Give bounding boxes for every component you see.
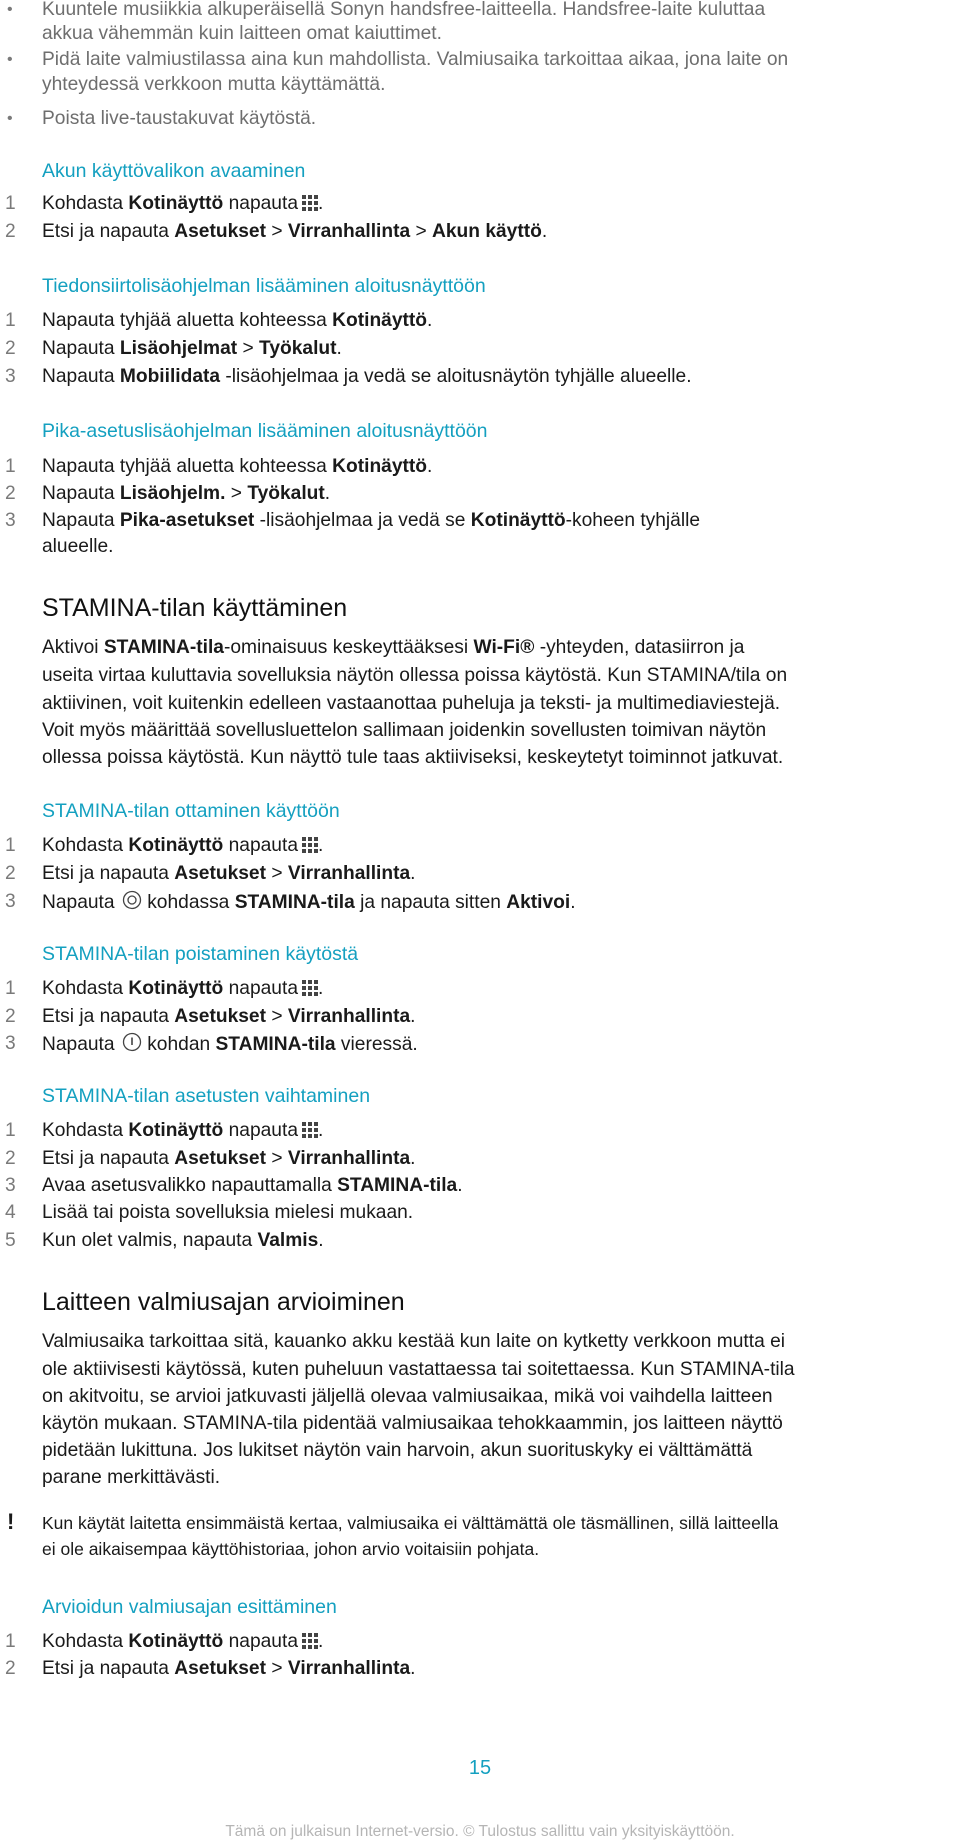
- ui-term: Asetukset: [174, 863, 266, 884]
- ui-term: Virranhallinta: [287, 221, 411, 242]
- text: .: [541, 221, 548, 242]
- ui-term: Kotinäyttö: [128, 1120, 224, 1141]
- ui-term: Kotinäyttö: [470, 510, 566, 531]
- step-number: 1: [5, 456, 16, 477]
- paragraph-line: aktiivinen, voit kuitenkin edelleen vastaanottaa puheluja ja teksti- ja multimediaviestejä.: [42, 693, 781, 714]
- step-number: 5: [5, 1230, 16, 1251]
- ui-term: Kotinäyttö: [128, 978, 224, 999]
- step-number: 1: [5, 193, 16, 214]
- warning-icon: !: [7, 1509, 15, 1534]
- text: kohdassa: [141, 892, 235, 913]
- text: Napauta tyhjää aluetta kohteessa: [42, 456, 333, 477]
- ui-term: Kotinäyttö: [128, 835, 224, 856]
- step-number: 2: [5, 1148, 16, 1169]
- paragraph-line: Voit myös määrittää sovellusluettelon sallimaan joidenkin sovellusten toimivan näytön: [42, 720, 767, 741]
- text: Kun olet valmis, napauta: [42, 1230, 258, 1251]
- text: Napauta: [42, 366, 120, 387]
- text: >: [266, 221, 288, 242]
- section-title: Arvioidun valmiusajan esittäminen: [42, 1596, 337, 1618]
- paragraph-line: useita virtaa kuluttavia sovelluksia näytön ollessa poissa käytöstä. Kun STAMINA/tila on: [42, 665, 788, 686]
- step-number: 2: [5, 221, 16, 242]
- text: .: [410, 1148, 416, 1169]
- step-text: [42, 309, 432, 333]
- step-number: 1: [5, 1631, 16, 1652]
- section-title: Pika-asetuslisäohjelman lisääminen aloitusnäyttöön: [42, 420, 488, 442]
- section-title: STAMINA-tilan ottaminen käyttöön: [42, 800, 340, 822]
- text: .: [410, 1658, 416, 1679]
- text: >: [266, 1148, 288, 1169]
- paragraph-line: on akitvoitu, se arvioi jatkuvasti jäljellä olevaa valmiusaikaa, mikä voi vaihdella laitteen: [42, 1386, 773, 1407]
- bullet: •: [7, 51, 13, 68]
- ui-term: Virranhallinta: [287, 1006, 411, 1027]
- ui-term: Lisäohjelm.: [119, 483, 226, 504]
- step-number: 3: [5, 891, 16, 912]
- text: napauta: [223, 835, 298, 856]
- note-text: Kun käytät laitetta ensimmäistä kertaa, valmiusaika ei välttämättä ole täsmällinen, sillä laitteella: [42, 1513, 779, 1533]
- step-text: [42, 1657, 416, 1681]
- ui-term: Virranhallinta: [287, 1658, 411, 1679]
- step-number: 2: [5, 1006, 16, 1027]
- step-number: 1: [5, 1120, 16, 1141]
- paragraph-line: [42, 636, 744, 660]
- bullet-text: yhteydessä verkkoon mutta käyttämättä.: [42, 74, 386, 95]
- step-number: 1: [5, 978, 16, 999]
- apps-grid-icon: [302, 979, 318, 1003]
- step-text: [42, 455, 432, 479]
- text: Etsi ja napauta: [42, 1658, 175, 1679]
- text: kohdan: [141, 1034, 216, 1055]
- step-number: 2: [5, 338, 16, 359]
- step-number: 1: [5, 835, 16, 856]
- step-text: [42, 482, 330, 506]
- ui-term: STAMINA-tila: [103, 637, 224, 658]
- ui-term: Aktivoi: [506, 892, 571, 913]
- text: Kohdasta: [42, 193, 129, 214]
- step-number: 2: [5, 1658, 16, 1679]
- page-number: 15: [468, 1757, 492, 1779]
- step-number: 3: [5, 1033, 16, 1054]
- text: >: [410, 221, 433, 242]
- paragraph-line: pidetään lukittuna. Jos lukitset näytön vain harvoin, akun suorituskyky ei välttämättä: [42, 1440, 753, 1461]
- step-text: alueelle.: [42, 536, 114, 557]
- text: .: [570, 892, 576, 913]
- text: .: [410, 863, 416, 884]
- text: >: [225, 483, 248, 504]
- step-text: [42, 890, 576, 917]
- section-heading: STAMINA-tilan käyttäminen: [42, 594, 348, 622]
- paragraph-line: ollessa poissa käytöstä. Kun näyttö tule taas aktiiviseksi, keskeytetyt toiminnot jatkuvat.: [42, 747, 784, 768]
- ui-term: Pika-asetukset: [119, 510, 255, 531]
- step-text: [42, 220, 547, 244]
- ui-term: Työkalut: [247, 483, 325, 504]
- text: Etsi ja napauta: [42, 863, 175, 884]
- ui-term: Mobiilidata: [119, 366, 221, 387]
- step-text: [42, 337, 342, 361]
- step-text: [42, 1032, 418, 1059]
- note-text: ei ole aikaisempaa käyttöhistoriaa, johon arvio voitaisiin pohjata.: [42, 1539, 540, 1559]
- text: Kohdasta: [42, 1120, 129, 1141]
- text: .: [318, 1120, 324, 1141]
- text: -lisäohjelmaa ja vedä se aloitusnäytön tyhjälle alueelle.: [220, 366, 692, 387]
- ui-term: Wi-Fi®: [473, 637, 535, 658]
- text: -koheen tyhjälle: [565, 510, 701, 531]
- text: .: [457, 1175, 463, 1196]
- step-number: 2: [5, 483, 16, 504]
- step-text: [42, 862, 416, 886]
- ui-term: Asetukset: [174, 1006, 266, 1027]
- ui-term: Akun käyttö: [432, 221, 542, 242]
- step-text: [42, 1229, 324, 1253]
- text: .: [318, 193, 324, 214]
- text: Napauta: [42, 1034, 120, 1055]
- step-number: 4: [5, 1202, 16, 1223]
- paragraph-line: käytön mukaan. STAMINA-tila pidentää valmiusaikaa tehokkaammin, jos laitteen näyttö: [42, 1413, 783, 1434]
- ui-term: Virranhallinta: [287, 1148, 411, 1169]
- step-number: 3: [5, 366, 16, 387]
- text: .: [318, 835, 324, 856]
- step-text: [42, 1630, 323, 1656]
- bullet-text: akkua vähemmän kuin laitteen omat kaiuttimet.: [42, 23, 442, 44]
- paragraph-line: ole aktiivisesti käytössä, kuten puheluun vastattaessa tai soitettaessa. Kun STAMINA-tila: [42, 1359, 795, 1380]
- step-number: 3: [5, 510, 16, 531]
- text: napauta: [223, 1631, 298, 1652]
- ui-term: Kotinäyttö: [128, 193, 224, 214]
- bullet-text: Pidä laite valmiustilassa aina kun mahdollista. Valmiusaika tarkoittaa aikaa, jona laite on: [42, 49, 789, 70]
- step-text: [42, 1147, 416, 1171]
- text: Etsi ja napauta: [42, 1006, 175, 1027]
- text: Kohdasta: [42, 1631, 129, 1652]
- text: .: [324, 483, 331, 504]
- step-text: [42, 509, 700, 533]
- text: .: [410, 1006, 416, 1027]
- text: -ominaisuus keskeyttääksesi: [223, 637, 474, 658]
- ui-term: STAMINA-tila: [215, 1034, 336, 1055]
- text: -lisäohjelmaa ja vedä se: [254, 510, 471, 531]
- ui-term: STAMINA-tila: [234, 892, 355, 913]
- text: vieressä.: [335, 1034, 418, 1055]
- text: Napauta tyhjää aluetta kohteessa: [42, 310, 333, 331]
- text: >: [237, 338, 260, 359]
- step-number: 3: [5, 1175, 16, 1196]
- step-text: [42, 834, 323, 860]
- text: -yhteyden, datasiirron ja: [534, 637, 745, 658]
- step-number: 1: [5, 310, 16, 331]
- text: Napauta: [42, 483, 120, 504]
- text: Kohdasta: [42, 835, 129, 856]
- ui-term: Lisäohjelmat: [119, 338, 238, 359]
- apps-grid-icon: [302, 1632, 318, 1656]
- text: >: [266, 1006, 288, 1027]
- ui-term: Asetukset: [174, 1148, 266, 1169]
- bullet: •: [7, 110, 13, 127]
- text: Etsi ja napauta: [42, 1148, 175, 1169]
- ui-term: Työkalut: [259, 338, 337, 359]
- step-text: [42, 192, 323, 218]
- ui-term: Asetukset: [174, 1658, 266, 1679]
- ui-term: Virranhallinta: [287, 863, 411, 884]
- text: Aktivoi: [42, 637, 104, 658]
- section-title: STAMINA-tilan poistaminen käytöstä: [42, 943, 359, 965]
- step-text: [42, 365, 692, 389]
- bullet: •: [7, 1, 13, 18]
- step-text: Lisää tai poista sovelluksia mielesi mukaan.: [42, 1202, 414, 1223]
- text: >: [266, 1658, 288, 1679]
- section-title: Akun käyttövalikon avaaminen: [42, 160, 306, 182]
- text: .: [318, 1631, 324, 1652]
- text: >: [266, 863, 288, 884]
- ui-term: Valmis: [257, 1230, 319, 1251]
- text: ja napauta sitten: [354, 892, 507, 913]
- text: napauta: [223, 1120, 298, 1141]
- step-text: [42, 1005, 416, 1029]
- section-heading: Laitteen valmiusajan arvioiminen: [42, 1288, 405, 1316]
- ui-term: Asetukset: [174, 221, 266, 242]
- text: Napauta: [42, 892, 120, 913]
- bullet-text: Kuuntele musiikkia alkuperäisellä Sonyn handsfree-laitteella. Handsfree-laite kuluttaa: [42, 0, 766, 20]
- apps-grid-icon: [302, 194, 318, 218]
- stamina-toggle-icon: [122, 890, 142, 917]
- apps-grid-icon: [302, 836, 318, 860]
- section-title: Tiedonsiirtolisäohjelman lisääminen aloitusnäyttöön: [42, 275, 486, 297]
- text: Napauta: [42, 510, 120, 531]
- ui-term: STAMINA-tila: [337, 1175, 458, 1196]
- paragraph-line: Valmiusaika tarkoittaa sitä, kauanko akku kestää kun laite on kytketty verkkoon mutta ei: [42, 1331, 785, 1352]
- ui-term: Kotinäyttö: [332, 456, 428, 477]
- step-text: [42, 1119, 323, 1145]
- apps-grid-icon: [302, 1121, 318, 1145]
- ui-term: Kotinäyttö: [332, 310, 428, 331]
- step-text: [42, 1174, 463, 1198]
- power-icon: [122, 1032, 142, 1059]
- text: Napauta: [42, 338, 120, 359]
- footer-notice: Tämä on julkaisun Internet-versio. © Tulostus sallittu vain yksityiskäyttöön.: [225, 1823, 735, 1840]
- text: .: [318, 1230, 324, 1251]
- section-title: STAMINA-tilan asetusten vaihtaminen: [42, 1085, 371, 1107]
- text: Etsi ja napauta: [42, 221, 175, 242]
- paragraph-line: parane merkittävästi.: [42, 1467, 221, 1488]
- ui-term: Kotinäyttö: [128, 1631, 224, 1652]
- text: Avaa asetusvalikko napauttamalla: [42, 1175, 338, 1196]
- step-number: 2: [5, 863, 16, 884]
- text: .: [427, 310, 433, 331]
- bullet-text: Poista live-taustakuvat käytöstä.: [42, 108, 317, 129]
- step-text: [42, 977, 323, 1003]
- text: .: [336, 338, 342, 359]
- text: .: [318, 978, 324, 999]
- text: napauta: [223, 193, 298, 214]
- text: napauta: [223, 978, 298, 999]
- text: Kohdasta: [42, 978, 129, 999]
- text: .: [427, 456, 433, 477]
